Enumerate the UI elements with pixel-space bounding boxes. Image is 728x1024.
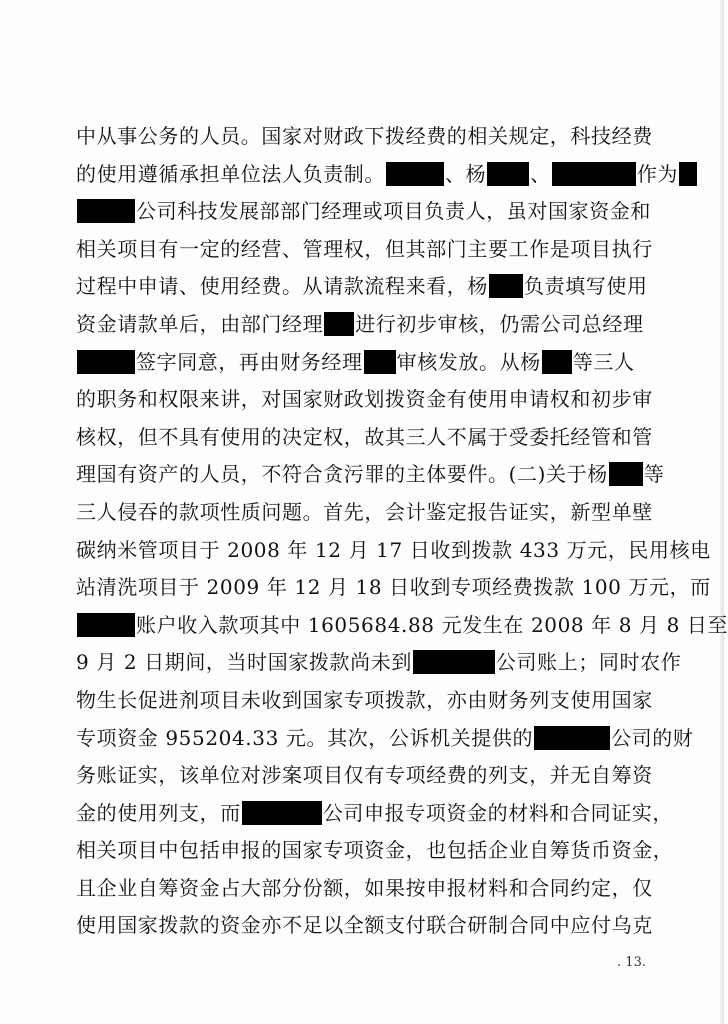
redaction-bar [324, 312, 354, 336]
redaction-bar [77, 613, 135, 637]
text-line [76, 832, 674, 870]
redaction-bar [242, 801, 322, 825]
text-segment: 务账证实，该单位对涉案项目仅有专项经费的列支，并无自筹资 [76, 763, 653, 788]
redaction-bar [679, 162, 697, 186]
text-line [76, 607, 728, 645]
text-segment: 账户收入款项其中 1605684.88 元发生在 2008 年 8 月 8 日至 [136, 612, 728, 637]
redaction-bar [364, 350, 396, 374]
text-line [76, 118, 653, 156]
text-line [76, 870, 653, 908]
text-segment: 、 [530, 161, 551, 186]
text-line [76, 682, 653, 720]
text-segment: 过程中申请、使用经费。从请款流程来看，杨 [76, 274, 488, 299]
text-line [76, 569, 711, 607]
text-segment: 等三人 [572, 349, 635, 374]
scan-edge [720, 0, 724, 1024]
text-line [76, 532, 711, 570]
text-segment: 使用国家拨款的资金亦不足以全额支付联合研制合同中应付乌克 [76, 913, 653, 938]
text-segment: 负责填写使用 [524, 274, 648, 299]
redaction-bar [489, 274, 523, 298]
text-line [76, 757, 653, 795]
text-line [76, 381, 653, 419]
redaction-bar [552, 162, 636, 186]
text-line [76, 193, 651, 231]
page-number: . 13. [617, 955, 646, 970]
text-line [76, 644, 682, 682]
text-segment: 签字同意，再由财务经理 [136, 349, 363, 374]
text-segment: 、杨 [445, 161, 487, 186]
text-segment: 三人侵吞的款项性质问题。首先，会计鉴定报告证实，新型单壁 [76, 499, 653, 524]
redaction-bar [413, 650, 495, 674]
text-line [76, 720, 694, 758]
text-line [76, 306, 648, 344]
redaction-bar [77, 199, 135, 223]
text-segment: 审核发放。从杨 [396, 349, 541, 374]
text-line [76, 344, 648, 382]
text-segment: 相关项目中包括申报的国家专项资金，也包括企业自筹货币资金， [76, 838, 674, 863]
text-segment: 相关项目有一定的经营、管理权，但其部门主要工作是项目执行 [76, 236, 653, 261]
text-segment: 碳纳米管项目于 2008 年 12 月 17 日收到拨款 433 万元，民用核电 [76, 537, 711, 562]
text-segment: 公司账上；同时农作 [495, 650, 682, 675]
text-segment: 的使用遵循承担单位法人负责制。 [76, 161, 385, 186]
text-segment: 核权，但不具有使用的决定权，故其三人不属于受委托经管和管 [76, 424, 653, 449]
text-line [76, 907, 653, 945]
document-body [76, 118, 728, 945]
text-segment: 专项资金 955204.33 元。其次，公诉机关提供的 [76, 725, 534, 750]
text-segment: 物生长促进剂项目未收到国家专项拨款，亦由财务列支使用国家 [76, 687, 653, 712]
text-segment: 作为 [636, 161, 679, 186]
text-segment: 中从事公务的人员。国家对财政下拨经费的相关规定，科技经费 [76, 124, 653, 148]
text-line [76, 231, 653, 269]
redaction-bar [386, 162, 444, 186]
text-segment: 站清洗项目于 2009 年 12 月 18 日收到专项经费拨款 100 万元，而 [76, 575, 711, 600]
text-line [76, 795, 674, 833]
text-segment: 的职务和权限来讲，对国家财政划拨资金有使用申请权和初步审 [76, 387, 653, 412]
text-segment: 进行初步审核，仍需公司总经理 [355, 311, 644, 336]
text-segment: 9 月 2 日期间，当时国家拨款尚未到 [76, 650, 412, 675]
text-segment: 理国有资产的人员，不符合贪污罪的主体要件。(二)关于杨 [76, 462, 608, 487]
text-line [76, 494, 653, 532]
redaction-bar [542, 350, 572, 374]
text-segment: 等 [643, 462, 665, 487]
text-line [76, 456, 665, 494]
text-segment: 金的使用列支，而 [76, 800, 241, 825]
text-segment: 公司科技发展部部门经理或项目负责人，虽对国家资金和 [136, 199, 651, 224]
redaction-bar [609, 462, 643, 486]
text-segment: 资金请款单后，由部门经理 [76, 311, 324, 336]
text-segment: 公司申报专项资金的材料和合同证实， [322, 800, 674, 825]
text-segment: 公司的财 [611, 725, 694, 750]
text-line [76, 268, 648, 306]
redaction-bar [77, 350, 135, 374]
text-segment: 且企业自筹资金占大部分份额，如果按申报材料和合同约定，仅 [76, 875, 653, 900]
text-line [76, 419, 653, 457]
text-line [76, 156, 679, 194]
redaction-bar [487, 162, 529, 186]
redaction-bar [534, 726, 610, 750]
